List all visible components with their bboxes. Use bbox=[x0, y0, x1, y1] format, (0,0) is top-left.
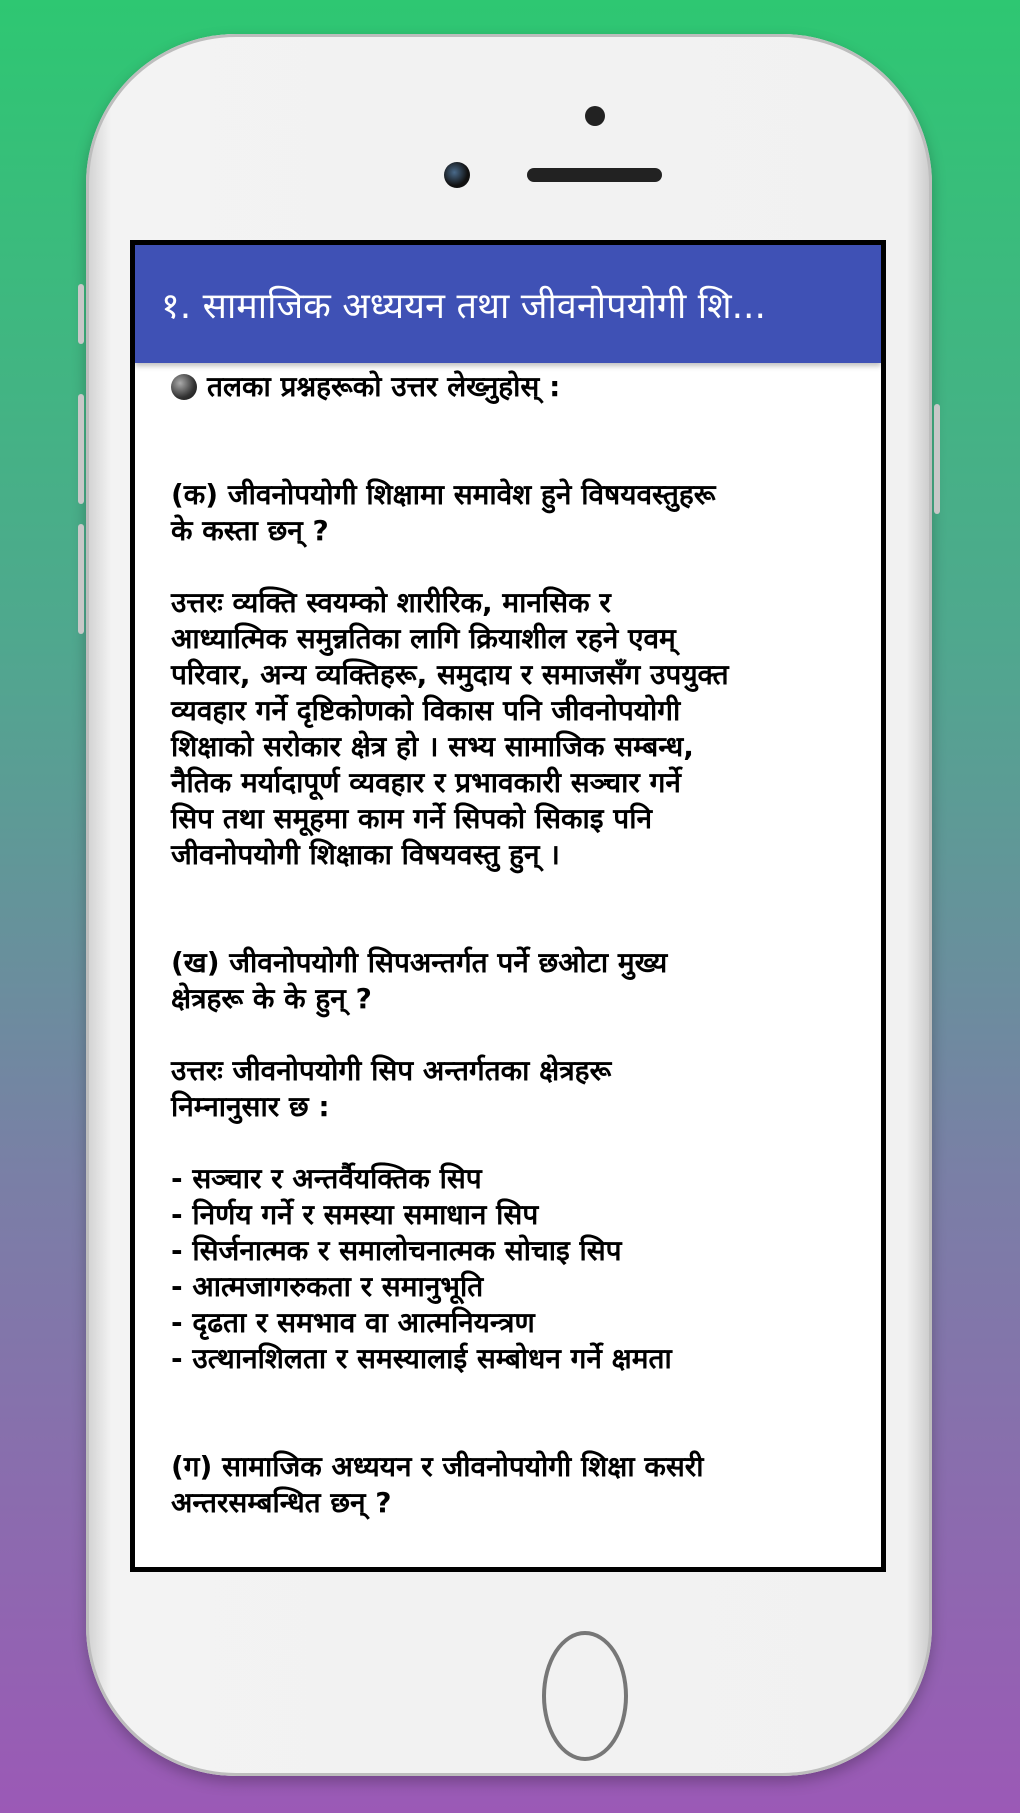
volume-down-button bbox=[78, 524, 84, 634]
mute-switch bbox=[78, 284, 84, 344]
text-line: (क) जीवनोपयोगी शिक्षामा समावेश हुने विषयवस्तुहरू bbox=[171, 478, 716, 511]
blank-line bbox=[171, 405, 861, 441]
text-line: (ग) सामाजिक अध्ययन र जीवनोपयोगी शिक्षा कसरी bbox=[171, 1450, 704, 1483]
blank-line bbox=[171, 1017, 861, 1053]
answer-content[interactable] bbox=[135, 363, 881, 1521]
earpiece-speaker bbox=[527, 168, 662, 182]
blank-line bbox=[171, 441, 861, 477]
blank-line bbox=[171, 1377, 861, 1413]
power-button bbox=[934, 404, 940, 514]
sensor-dot bbox=[585, 106, 605, 126]
text-line: जीवनोपयोगी शिक्षाका विषयवस्तु हुन् । bbox=[171, 838, 560, 871]
text-line: - सिर्जनात्मक र समालोचनात्मक सोचाइ सिप bbox=[171, 1234, 622, 1267]
text-line: उत्तरः जीवनोपयोगी सिप अन्तर्गतका क्षेत्रहरू bbox=[171, 1054, 612, 1087]
text-line: व्यवहार गर्ने दृष्टिकोणको विकास पनि जीवनोपयोगी bbox=[171, 694, 681, 727]
text-line: - उत्थानशिलता र समस्यालाई सम्बोधन गर्ने क्षमता bbox=[171, 1342, 672, 1375]
volume-up-button bbox=[78, 394, 84, 504]
text-line: - दृढता र समभाव वा आत्मनियन्त्रण bbox=[171, 1306, 535, 1339]
text-line: आध्यात्मिक समुन्नतिका लागि क्रियाशील रहने एवम् bbox=[171, 622, 676, 655]
text-line: परिवार, अन्य व्यक्तिहरू, समुदाय र समाजसँग उपयुक्त bbox=[171, 658, 729, 691]
text-line: - निर्णय गर्ने र समस्या समाधान सिप bbox=[171, 1198, 539, 1231]
text-line: अन्तरसम्बन्धित छन् ? bbox=[171, 1486, 392, 1519]
text-line: उत्तरः व्यक्ति स्वयम्को शारीरिक, मानसिक र bbox=[171, 586, 611, 619]
blank-line bbox=[171, 873, 861, 909]
blank-line bbox=[171, 909, 861, 945]
front-camera-icon bbox=[444, 162, 470, 188]
instruction-heading: तलका प्रश्नहरूको उत्तर लेख्नुहोस् : bbox=[171, 369, 861, 405]
text-line: के कस्ता छन् ? bbox=[171, 514, 329, 547]
page-title: १. सामाजिक अध्ययन तथा जीवनोपयोगी शि... bbox=[161, 285, 766, 327]
blank-line bbox=[171, 1125, 861, 1161]
bullet-icon bbox=[171, 374, 197, 400]
app-screen bbox=[130, 240, 886, 1572]
text-line: सिप तथा समूहमा काम गर्ने सिपको सिकाइ पनि bbox=[171, 802, 652, 835]
home-button[interactable] bbox=[542, 1631, 628, 1761]
text-line: - आत्मजागरुकता र समानुभूति bbox=[171, 1270, 484, 1303]
text-line: निम्नानुसार छ : bbox=[171, 1090, 330, 1123]
text-line: नैतिक मर्यादापूर्ण व्यवहार र प्रभावकारी सञ्चार गर्ने bbox=[171, 766, 681, 799]
text-line: क्षेत्रहरू के के हुन् ? bbox=[171, 982, 372, 1015]
text-line: - सञ्चार र अन्तर्वैयक्तिक सिप bbox=[171, 1162, 482, 1195]
blank-line bbox=[171, 549, 861, 585]
blank-line bbox=[171, 1413, 861, 1449]
text-line: शिक्षाको सरोकार क्षेत्र हो । सभ्य सामाजिक सम्बन्ध, bbox=[171, 730, 694, 763]
app-bar bbox=[135, 245, 881, 363]
text-line: (ख) जीवनोपयोगी सिपअन्तर्गत पर्ने छओटा मुख्य bbox=[171, 946, 668, 979]
